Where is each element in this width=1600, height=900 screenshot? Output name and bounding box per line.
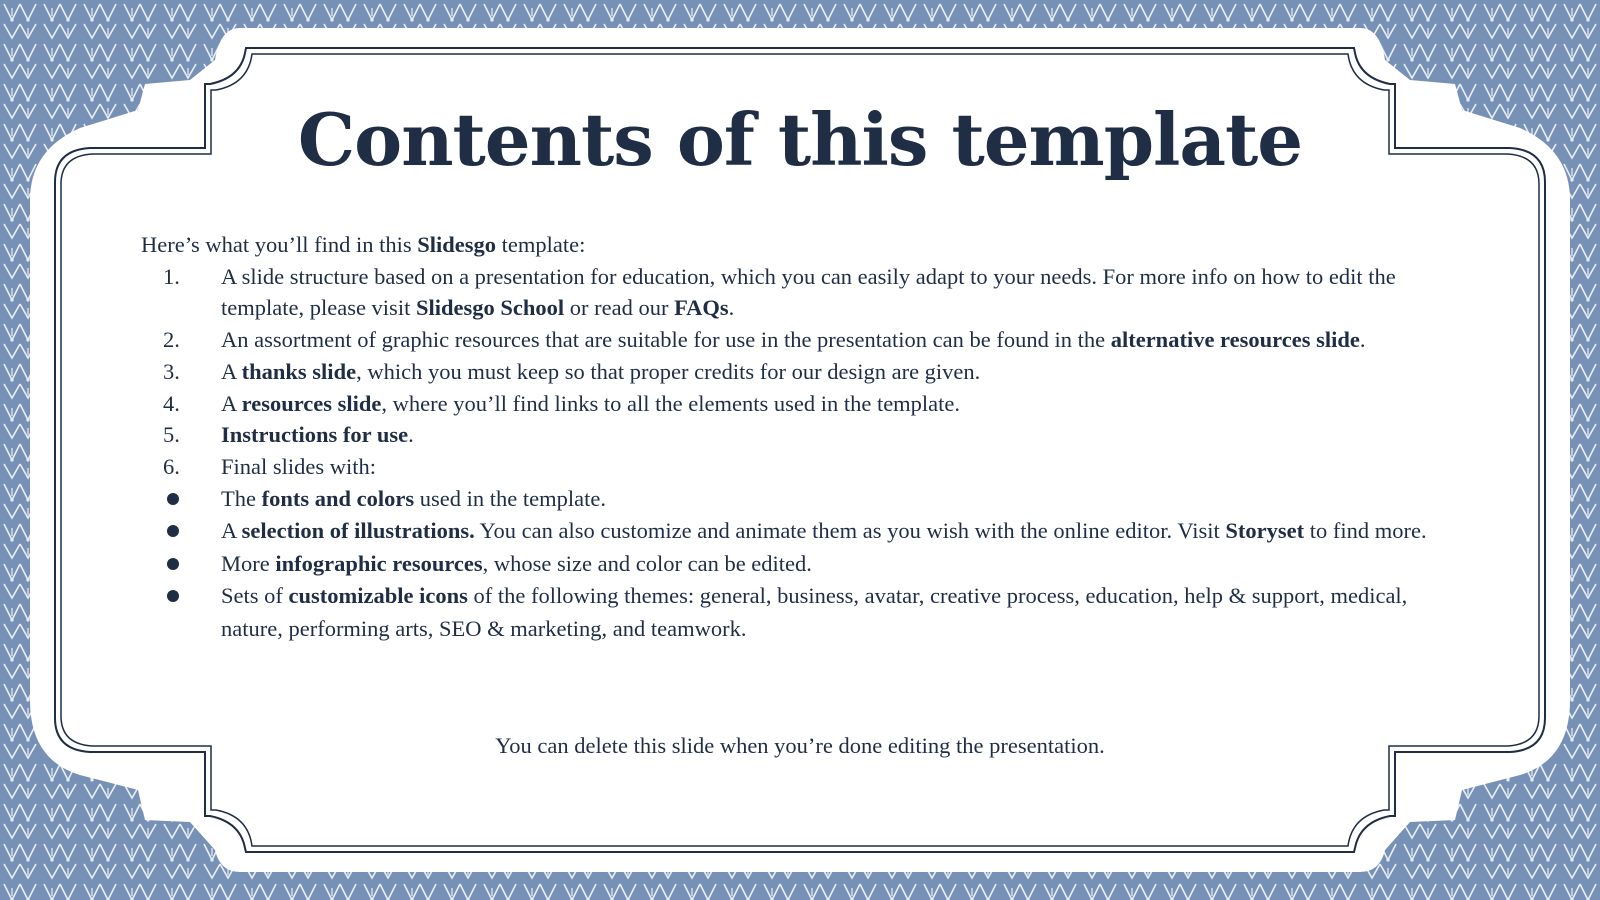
list-number: 4. — [163, 390, 180, 416]
item-text: . — [1359, 327, 1366, 353]
bullet-item — [141, 548, 1441, 581]
intro-text: Here’s what you’ll find in this — [141, 232, 418, 257]
list-item — [141, 261, 1441, 324]
item-bold: thanks slide — [241, 358, 357, 384]
footer-note: You can delete this slide when you’re done editing the presentation. — [495, 733, 1105, 758]
item-text: Sets of — [221, 583, 289, 609]
item-text: , where you’ll find links to all the elements used in the template. — [381, 390, 961, 416]
list-number: 6. — [163, 453, 180, 479]
bullet-dot-icon — [167, 590, 179, 602]
list-item — [141, 451, 1441, 483]
list-item — [141, 419, 1441, 451]
item-bold: alternative resources slide — [1110, 327, 1360, 353]
list-number: 3. — [163, 358, 180, 384]
intro-line — [141, 229, 1441, 261]
bullet-item — [141, 580, 1441, 645]
slide-title: Contents of this template — [297, 97, 1303, 182]
item-text: , whose size and color can be edited. — [482, 550, 812, 576]
item-text: More — [221, 550, 276, 576]
bullet-item — [141, 483, 1441, 516]
item-bold-link: Slidesgo School — [415, 295, 565, 321]
item-text: or read our — [564, 295, 675, 321]
item-bold: infographic resources — [275, 550, 483, 576]
bullet-list — [141, 483, 1441, 646]
bullet-dot-icon — [167, 558, 179, 570]
item-bold: Instructions for use — [221, 422, 409, 448]
item-text: A slide structure based on a presentation for education, which you can easily adapt to your needs. For more info on how to edit the template, please visit — [221, 263, 1396, 321]
item-text: A — [221, 358, 242, 384]
item-bold: selection of illustrations. — [241, 518, 475, 544]
numbered-list — [141, 261, 1441, 483]
list-number: 2. — [163, 327, 180, 353]
item-text: , which you must keep so that proper credits for our design are given. — [356, 358, 981, 384]
item-text: Final slides with: — [221, 453, 377, 479]
bullet-item — [141, 515, 1441, 548]
item-bold-link: Storyset — [1225, 518, 1305, 544]
item-text: . — [728, 295, 735, 321]
intro-brand: Slidesgo — [417, 232, 496, 257]
list-item — [141, 324, 1441, 356]
intro-text-end: template: — [496, 232, 586, 257]
list-item — [141, 388, 1441, 420]
item-text: You can also customize and animate them as you wish with the online editor. Visit — [474, 518, 1226, 544]
bullet-dot-icon — [167, 493, 179, 505]
list-number: 1. — [163, 263, 180, 289]
list-item — [141, 356, 1441, 388]
item-text: used in the template. — [414, 485, 606, 511]
item-text: of the following themes: general, business, avatar, creative process, education, help & support, medical, nature, performing arts, SEO & marketing, and teamwork. — [221, 583, 1408, 641]
item-text: A — [221, 518, 242, 544]
bullet-dot-icon — [167, 525, 179, 537]
list-number: 5. — [163, 422, 180, 448]
item-text: A — [221, 390, 242, 416]
item-text: . — [408, 422, 414, 448]
item-bold: customizable icons — [288, 583, 468, 609]
item-text: An assortment of graphic resources that are suitable for use in the presentation can be found in the — [221, 327, 1111, 353]
item-text: to find more. — [1304, 518, 1427, 544]
item-bold: fonts and colors — [261, 485, 415, 511]
item-bold-link: FAQs — [674, 295, 729, 321]
contents-body — [141, 229, 1441, 645]
item-text: The — [221, 485, 262, 511]
item-bold: resources slide — [241, 390, 382, 416]
